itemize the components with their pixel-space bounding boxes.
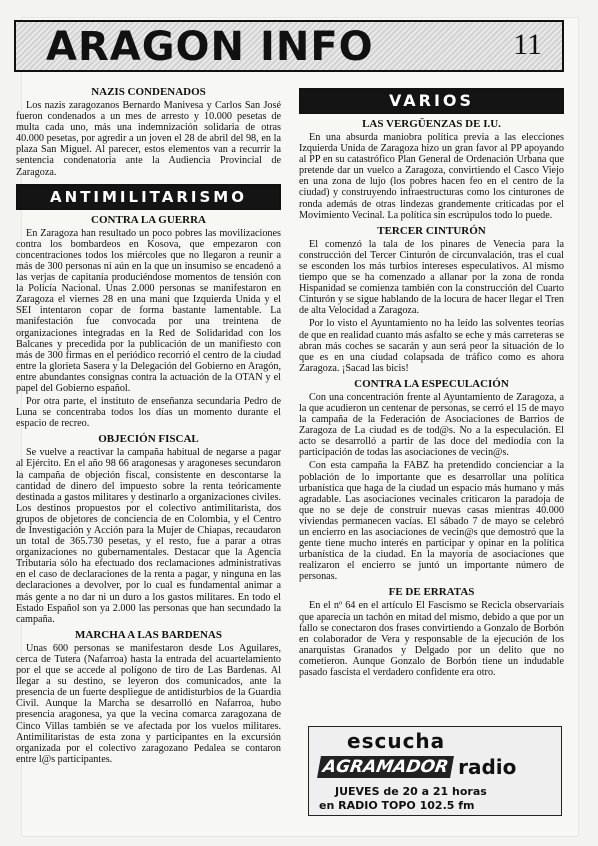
article-title: MARCHA A LAS BARDENAS	[75, 628, 222, 641]
left-column	[16, 82, 281, 767]
article-paragraph: Por lo visto el Ayuntamiento no ha leído las solventes teorías de que en realidad cuanto más asfalto se eche y más carreteras se abran más coches se sacarán y aun será peor la situación de lo que es en una ciudad colapsada de tráfico como es ahora Zaragoza. ¡Sacad las bicis!	[299, 318, 564, 374]
radio-station: en RADIO TOPO 102.5 fm	[319, 799, 475, 812]
article-title: TERCER CINTURÓN	[377, 224, 486, 237]
article-nazis	[16, 86, 281, 178]
section-banner-varios: VARIOS	[299, 88, 564, 114]
article-marcha-bardenas	[16, 629, 281, 765]
article-contra-la-guerra	[16, 214, 281, 430]
article-fe-de-erratas	[299, 586, 564, 678]
right-column	[299, 82, 564, 680]
radio-word: radio	[458, 755, 517, 779]
radio-schedule: JUEVES de 20 a 21 horas	[335, 785, 487, 798]
page-number: 11	[513, 28, 542, 61]
page-title: ARAGON INFO	[46, 24, 374, 70]
section-banner-antimilitarismo: ANTIMILITARISMO	[16, 184, 281, 210]
article-title: NAZIS CONDENADOS	[91, 86, 206, 98]
radio-advert	[308, 726, 562, 816]
article-paragraph: Con una concentración frente al Ayuntamiento de Zaragoza, a la que acudieron un centenar de personas, se cerró el 15 de mayo la campaña de la Federación de Asociaciones de Barrios de Zaragoza de La ciudad es de tod@s. No a la especulación. El acto se desarrolló a partir de las doce del mediodía con la participación de todas las asociaciones de vecin@s.	[299, 391, 564, 459]
radio-logo: AGRAMADOR	[317, 756, 454, 778]
article-paragraph: Unas 600 personas se manifestaron desde Los Aguilares, cerca de Tutera (Nafarroa) hasta la entrada del acuartelamiento por el que se accede al polígono de tiro de Las Bardenas. Al llegar a su destino, se leyeron dos comunicados, ante la presencia de un fuerte despliegue de antidisturbios de la Guardia Civil. Aunque la Marcha se desarrolló en Nafarroa, hubo presencia aragonesa, ya que la vecina comarca zaragozana de Cinco Villas también se ve afectada por los vuelos militares. Antimilitaristas de esta zona y participantes en la excursión organizada por el colectivo zaragozano Pedalea se contaron entre l@s participantes.	[16, 642, 281, 765]
article-paragraph: En el nº 64 en el artículo El Fascismo se Recicla observaríais que aparecía un tachón en mitad del mismo, debido a que por un fallo se conectaron dos frases convirtiendo a Gonzalo de Borbón en colaborador de Vera y responsable de la ejecución de los anarquistas Granados y Delgado por un delito que no cometieron. Aunque Gonzalo de Borbón tiene un indudable pasado fascista el verdadero confidente era otro.	[299, 600, 564, 679]
article-paragraph: Por otra parte, el instituto de enseñanza secundaria Pedro de Luna se concentraba todos los días un momento durante el espacio de recreo.	[16, 396, 281, 430]
article-title: CONTRA LA ESPECULACIÓN	[354, 377, 509, 390]
article-tercer-cinturon	[299, 225, 564, 374]
radio-escucha-text: escucha	[347, 729, 446, 753]
article-title: LAS VERGÜENZAS DE I.U.	[362, 118, 501, 130]
article-contra-especulacion	[299, 378, 564, 583]
article-paragraph: El comenzó la tala de los pinares de Venecia para la construcción del Tercer Cinturón de circunvalación, tras el cual se esconden los más turbios intereses especulativos. Al mismo tiempo que se ha comenzado a allanar por la zona de ronda Hispanidad se comienza también con la construcción del Cuarto Cinturón y se sigue hablando de la locura de hacer llegar el Tren de alta Velocidad a Zaragoza.	[299, 238, 564, 317]
article-paragraph: Se vuelve a reactivar la campaña habitual de negarse a pagar al Ejército. En el año 98 66 aragonesas y aragoneses secundaron la campaña de objeción fiscal, consistente en descontarse la cantidad de dinero del impuesto sobre la renta teóricamente destinada a gastos militares y destinarlo a organizaciones civiles. Los destinos propuestos por el colectivo antimilitarista, dos grupos de objetores de conciencia de en Colombia, y el Centro de Investigación y Acción para la Mujer de Chiapas, recaudaron un total de 365.730 pesetas, y el resto, fue a parar a otras organizaciones no gubernamentales. Destacar que la Agencia Tributaria sólo ha efectuado dos reclamaciones administrativas en el caso de declaraciones de la renta a pagar, y ninguna en las declaraciones a devolver, por lo cual es fundamental animar a más gente a no dar ni un duro a los gastos militares. En todo el Estado Español son ya 2.000 las personas que han secundado la campaña.	[16, 447, 281, 625]
radio-name-row	[319, 755, 549, 779]
article-paragraph: Con esta campaña la FABZ ha pretendido concienciar a la población de lo importante que es desarrollar una política urbanística que haga de la ciudad un espacio más humano y más agradable. Las asociaciones vecinales criticaron la paradoja de que no se deje de construir nuevas casas mientras 40.000 viviendas permanecen vacías. El sábado 7 de mayo se celebró un encierro en las asociaciones de vecin@s que demostró que la gente tiene mucho interés en participar y opinar en la política urbanística de la ciudad. En la mayoría de asociaciones que realizaron el encierro se juntó un importante número de personas.	[299, 460, 564, 583]
article-title: FE DE ERRATAS	[388, 586, 475, 599]
article-title: OBJECIÓN FISCAL	[98, 433, 199, 446]
article-verguenzas-iu	[299, 118, 564, 221]
article-paragraph: Los nazis zaragozanos Bernardo Manivesa y Carlos San José fueron condenados a un mes de arresto y 10.000 pesetas de multa cada uno, más una indemnización solidaria de otras 40.000 pesetas, por agredir a un joven el 28 de abril del 98, en la plaza San Miguel. Al parecer, estos elementos van a recurrir la sentencia condenatoria ante la Audiencia Provincial de Zaragoza.	[16, 100, 281, 178]
article-paragraph: En Zaragoza han resultado un poco pobres las movilizaciones contra los bombardeos en Kosova, que empezaron con concentraciones todos los miércoles que no llegaron a reunir a más de 300 personas ni aún en la que un insumiso se encadenó a las verjas de capitanía produciéndose momentos de tensión con la Policía Nacional. Unas 2.000 personas se manifestaron en Zaragoza el viernes 28 en una mani que Izquierda Unida y el SEI intentaron copar de forma bastante lamentable. La manifestación fue convocada por una treintena de organizaciones integradas en la Red de Solidaridad con los Balcanes y precedida por la publicación de un manifiesto con más de 300 firmas en el periódico recorrió el centro de la ciudad entre la glorieta Sasera y la Delegación del Gobierno en Aragón, entre abundantes consignas contra la actuación de la OTAN y el papel del Gobierno español.	[16, 227, 281, 394]
article-title: CONTRA LA GUERRA	[91, 213, 206, 226]
page-header-banner	[14, 20, 564, 72]
article-paragraph: En una absurda maniobra política previa a las elecciones Izquierda Unida de Zaragoza hizo un gran favor al PP apoyando al PP en su catastrófico Plan General de Ordenación Urbana que pretende dar un vuelco a Zaragoza, convirtiendo el Casco Viejo en una zona de lujo (los pobres hacen feo en el centro de la ciudad) y construyendo infraestructuras como los cinturones de ronda además de otras lindezas grandemente criticadas por el Movimiento Vecinal. La política sin escrúpulos todo lo puede.	[299, 132, 564, 221]
article-objecion-fiscal	[16, 433, 281, 625]
